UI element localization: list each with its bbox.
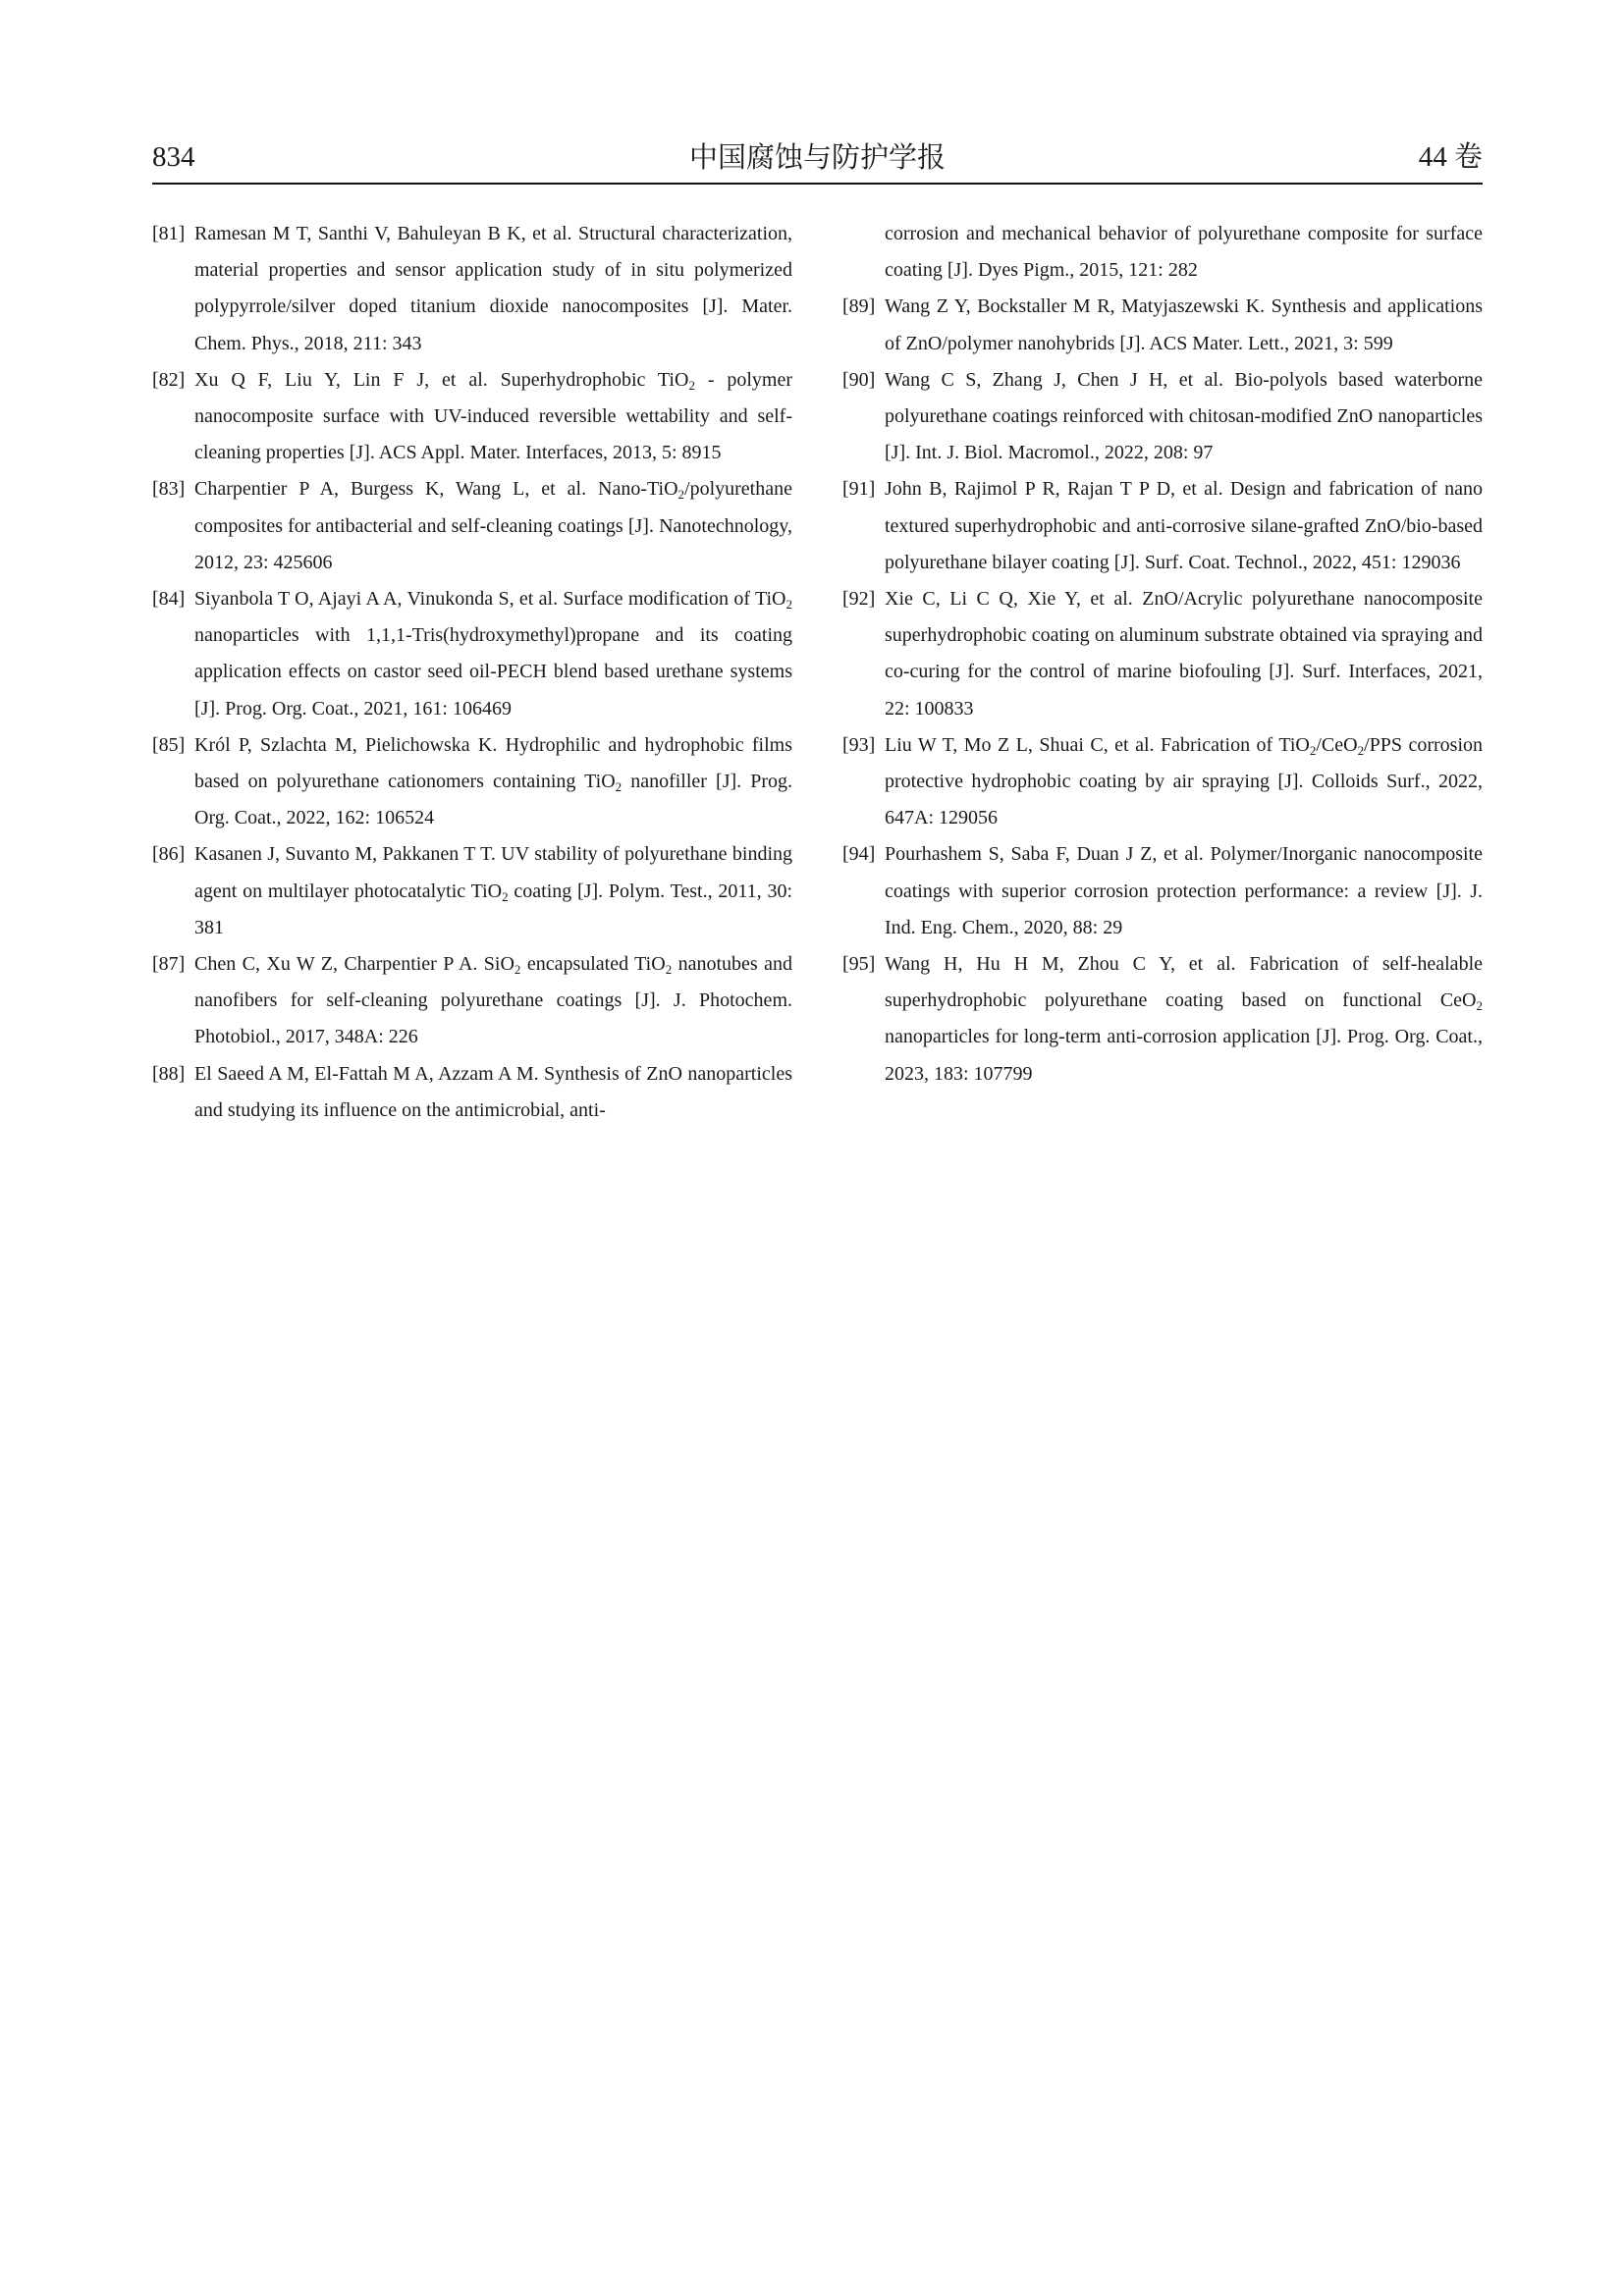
- subscript: 2: [785, 597, 792, 613]
- reference-item: [152, 1056, 792, 1129]
- reference-label: [90]: [842, 368, 876, 391]
- reference-text: coating [J]. Polym. Test., 2011, 30: 381: [194, 880, 792, 938]
- subscript: 2: [1309, 742, 1317, 758]
- reference-item: [152, 362, 792, 472]
- reference-text: Pourhashem S, Saba F, Duan J Z, et al. Polymer/Inorganic nanocomposite coatings with superior corrosion protection performance: a review [J]. J. Ind. Eng. Chem., 2020, 88: 29: [885, 843, 1483, 938]
- reference-item: [152, 581, 792, 727]
- reference-text: - polymer nanocomposite surface with UV-induced reversible wettability and self-cleaning properties [J]. ACS Appl. Mater. Interfaces, 2013, 5: 8915: [194, 368, 793, 464]
- reference-item: [842, 727, 1483, 837]
- reference-label: [84]: [152, 588, 186, 611]
- reference-text: Ramesan M T, Santhi V, Bahuleyan B K, et al. Structural characterization, material properties and sensor application study of in situ polymerized polypyrrole/silver doped titanium dioxide nanocomposites [J]. Mater. Chem. Phys., 2018, 211: 343: [194, 223, 792, 354]
- reference-label: [92]: [842, 588, 876, 611]
- reference-item: [152, 836, 792, 946]
- reference-text: Wang C S, Zhang J, Chen J H, et al. Bio-polyols based waterborne polyurethane coatings reinforced with chitosan-modified ZnO nanoparticles [J]. Int. J. Biol. Macromol., 2022, 208: 97: [885, 368, 1483, 464]
- references-left-column: [152, 216, 792, 1129]
- journal-title: 中国腐蚀与防护学报: [688, 140, 946, 174]
- reference-item: [152, 727, 792, 837]
- reference-text: Xie C, Li C Q, Xie Y, et al. ZnO/Acrylic polyurethane nanocomposite superhydrophobic coating on aluminum substrate obtained via spraying and co-curing for the control of marine biofouling [J]. Surf. Interfaces, 2021, 22: 100833: [885, 588, 1483, 720]
- reference-text: /PPS corrosion protective hydrophobic coating by air spraying [J]. Colloids Surf., 2022, 647A: 129056: [885, 733, 1483, 829]
- reference-label: [86]: [152, 843, 186, 866]
- references-right-column: [842, 216, 1483, 1093]
- reference-text: nanoparticles with 1,1,1-Tris(hydroxymethyl)propane and its coating application effects on castor seed oil-PECH blend based urethane systems [J]. Prog. Org. Coat., 2021, 161: 106469: [194, 624, 792, 720]
- reference-label: [81]: [152, 223, 186, 244]
- reference-label: [91]: [842, 478, 876, 501]
- subscript: 2: [665, 962, 673, 978]
- reference-text: John B, Rajimol P R, Rajan T P D, et al. Design and fabrication of nano textured superhydrophobic and anti-corrosive silane-grafted ZnO/bio-based polyurethane bilayer coating [J]. Surf. Coat. Technol., 2022, 451: 129036: [885, 478, 1483, 573]
- reference-item: [842, 946, 1483, 1093]
- reference-label: [95]: [842, 953, 876, 976]
- reference-item: [152, 216, 792, 362]
- reference-label: [88]: [152, 1062, 186, 1085]
- reference-text: El Saeed A M, El-Fattah M A, Azzam A M. Synthesis of ZnO nanoparticles and studying its influence on the antimicrobial, anti-: [194, 1062, 792, 1121]
- reference-text: nanoparticles for long-term anti-corrosion application [J]. Prog. Org. Coat., 2023, 183: 107799: [885, 1026, 1483, 1085]
- reference-text: nanofiller [J]. Prog. Org. Coat., 2022, 162: 106524: [194, 771, 792, 829]
- reference-label: [83]: [152, 478, 186, 501]
- subscript: 2: [677, 487, 685, 503]
- reference-88-continuation: corrosion and mechanical behavior of polyurethane composite for surface coating [J]. Dyes Pigm., 2015, 121: 282: [885, 223, 1483, 282]
- reference-text: Charpentier P A, Burgess K, Wang L, et al. Nano-TiO: [194, 478, 678, 501]
- reference-text: nanotubes and nanofibers for self-cleaning polyurethane coatings [J]. J. Photochem. Photobiol., 2017, 348A: 226: [194, 953, 792, 1048]
- reference-item: [842, 289, 1483, 361]
- reference-label: [82]: [152, 368, 186, 391]
- reference-text: Wang Z Y, Bockstaller M R, Matyjaszewski K. Synthesis and applications of ZnO/polymer nanohybrids [J]. ACS Mater. Lett., 2021, 3: 599: [885, 295, 1483, 354]
- subscript: 2: [514, 962, 521, 978]
- reference-item: [842, 471, 1483, 581]
- reference-item: [152, 471, 792, 581]
- reference-text: /polyurethane composites for antibacterial and self-cleaning coatings [J]. Nanotechnology, 2012, 23: 425606: [194, 478, 792, 573]
- reference-label: [85]: [152, 733, 186, 756]
- reference-text: encapsulated TiO: [520, 953, 666, 976]
- reference-text: Siyanbola T O, Ajayi A A, Vinukonda S, et al. Surface modification of TiO: [194, 588, 786, 611]
- page-number: 834: [152, 141, 195, 173]
- reference-text: /CeO: [1316, 733, 1358, 756]
- reference-item: [842, 362, 1483, 472]
- subscript: 2: [688, 377, 695, 393]
- volume-label: 44 卷: [1418, 141, 1483, 173]
- reference-text: Wang H, Hu H M, Zhou C Y, et al. Fabrication of self-healable superhydrophobic polyurethane coating based on functional CeO: [885, 953, 1483, 1012]
- subscript: 2: [502, 888, 509, 904]
- reference-text: Król P, Szlachta M, Pielichowska K. Hydrophilic and hydrophobic films based on polyurethane cationomers containing TiO: [194, 733, 792, 793]
- reference-item: [152, 946, 792, 1056]
- reference-label: [94]: [842, 843, 876, 866]
- reference-text: Chen C, Xu W Z, Charpentier P A. SiO: [194, 953, 514, 976]
- reference-label: [93]: [842, 733, 876, 756]
- reference-label: [89]: [842, 295, 876, 318]
- reference-text: Kasanen J, Suvanto M, Pakkanen T T. UV stability of polyurethane binding agent on multilayer photocatalytic TiO: [194, 843, 792, 902]
- reference-text: Liu W T, Mo Z L, Shuai C, et al. Fabrication of TiO: [885, 733, 1310, 756]
- subscript: 2: [1357, 742, 1365, 758]
- reference-item: [842, 581, 1483, 727]
- page-header: [152, 135, 1483, 185]
- reference-item: [842, 836, 1483, 946]
- subscript: 2: [1476, 998, 1483, 1014]
- reference-text: Xu Q F, Liu Y, Lin F J, et al. Superhydrophobic TiO: [194, 368, 689, 391]
- reference-label: [87]: [152, 953, 186, 976]
- subscript: 2: [615, 779, 623, 795]
